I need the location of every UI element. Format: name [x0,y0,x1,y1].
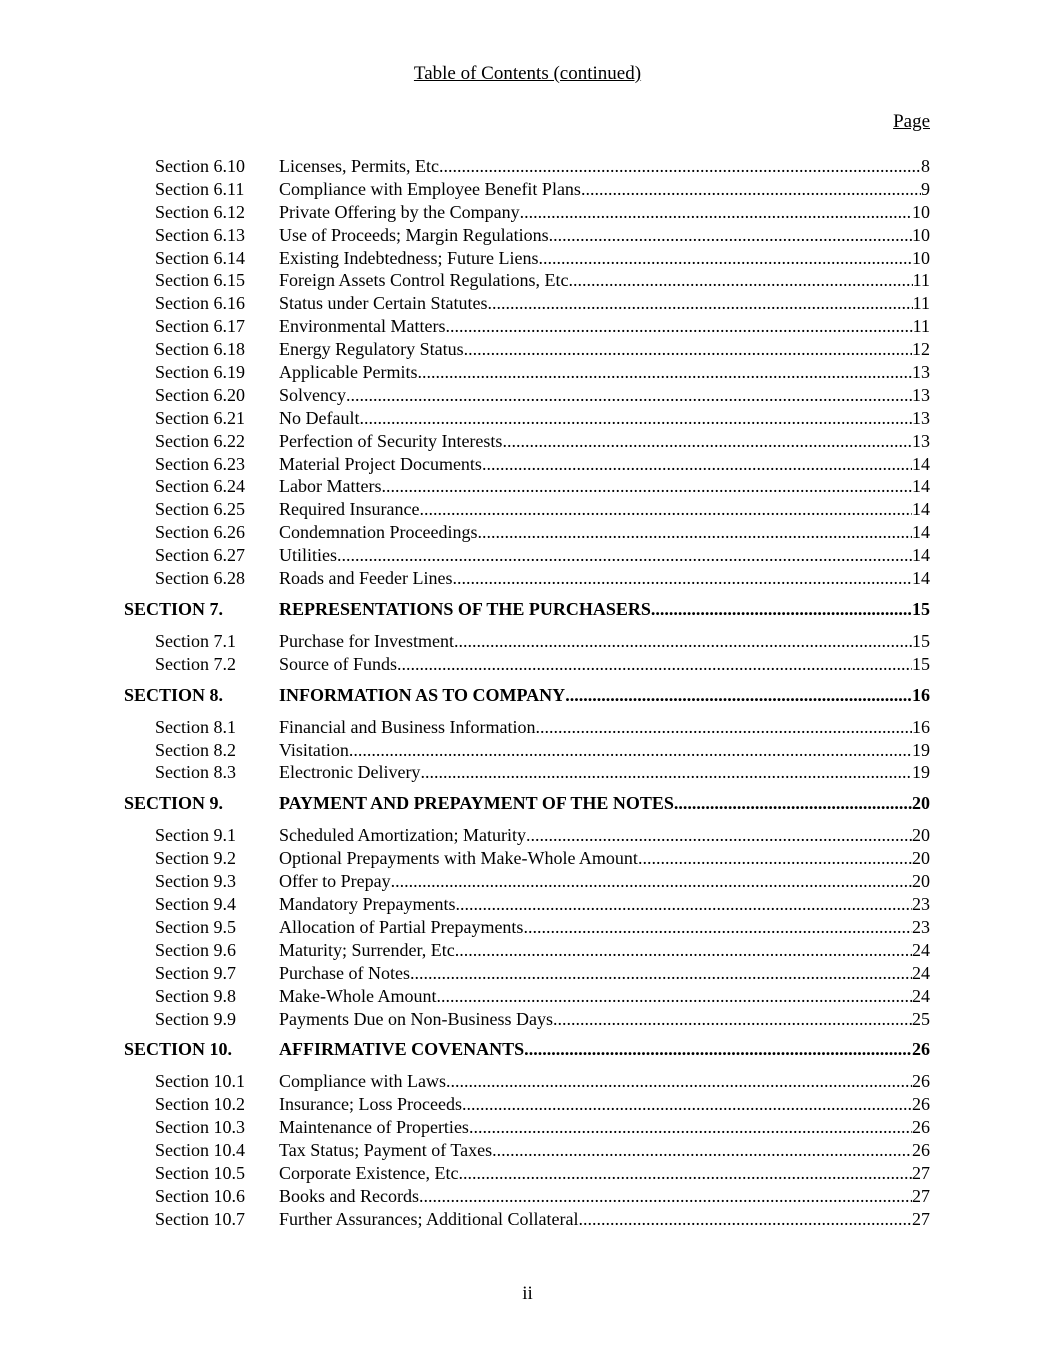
toc-title: AFFIRMATIVE COVENANTS. [279,1039,529,1060]
toc-title: Offer to Prepay [279,871,391,892]
toc-title: Corporate Existence, Etc [279,1162,459,1183]
toc-page-number: 27 [912,1185,930,1206]
toc-entry-body [279,498,930,521]
toc-section-number: Section 6.23 [155,453,245,474]
toc-entry [0,567,1055,590]
toc-entry-body [279,939,930,962]
toc-section-number: Section 6.24 [155,476,245,497]
toc-dot-leader [454,630,912,653]
toc-entry-body [279,430,930,453]
toc-section-number: Section 6.10 [155,156,245,176]
toc-entry [0,939,1055,962]
toc-page-number: 26 [912,1039,930,1060]
toc-entry-body [279,1093,930,1116]
toc-title: No Default [279,407,360,428]
toc-page-number: 14 [912,453,930,474]
toc-entry [0,361,1055,384]
toc-dot-leader [526,824,912,847]
toc-section-number: SECTION 7. [124,598,224,619]
toc-section-number: Section 10.2 [155,1094,245,1115]
toc-section-number: Section 6.28 [155,568,245,589]
toc-dot-leader [397,653,912,676]
toc-section-number: Section 9.8 [155,985,236,1006]
toc-title: Allocation of Partial Prepayments [279,916,524,937]
toc-entry-body [279,521,930,544]
toc-entry-body [279,761,930,784]
toc-dot-leader [439,155,921,178]
toc-entry-body [279,544,930,567]
toc-entry-body [279,475,930,498]
toc-entry-body [279,178,930,201]
toc-section-number: Section 9.5 [155,916,236,937]
toc-section-number: SECTION 8. [124,684,224,705]
page-column-label: Page [893,111,930,132]
toc-page-number: 26 [912,1117,930,1138]
toc-title: Mandatory Prepayments [279,894,456,915]
toc-page-number: 15 [912,653,930,674]
toc-dot-leader [678,791,912,815]
toc-dot-leader [464,338,912,361]
toc-title: Roads and Feeder Lines [279,568,453,589]
toc-page-number: 25 [912,1008,930,1029]
toc-title: Maturity; Surrender, Etc [279,939,455,960]
toc-page-number: 15 [912,630,930,651]
toc-entry [0,824,1055,847]
toc-page-number: 14 [912,499,930,520]
toc-title: Financial and Business Information [279,716,536,737]
toc-dot-leader [452,567,912,590]
toc-dot-leader [346,384,912,407]
toc-page-number: 23 [912,916,930,937]
toc-page-number: 13 [912,384,930,405]
toc-entry-body [279,269,930,292]
toc-title: Status under Certain Statutes [279,293,488,314]
toc-page-number: 14 [912,545,930,566]
toc-page-number: 9 [921,178,930,199]
toc-page-number: 10 [912,201,930,222]
page-title: Table of Contents (continued) [413,63,642,84]
toc-entry-body [279,791,930,815]
toc-section-number: Section 10.3 [155,1117,245,1138]
toc-entry [0,1139,1055,1162]
toc-page-number: 13 [912,407,930,428]
toc-title: Licenses, Permits, Etc [279,156,439,176]
toc-title: Condemnation Proceedings [279,522,478,543]
toc-entry-body [279,567,930,590]
toc-title: Utilities [279,545,337,566]
toc-section-number: Section 6.16 [155,293,245,314]
toc-page-number: 19 [912,762,930,783]
toc-entry-body [279,1070,930,1093]
toc-entry-body [279,916,930,939]
toc-entry [0,893,1055,916]
toc-entry [0,847,1055,870]
toc-section-number: Section 9.6 [155,939,236,960]
toc-entry-body [279,453,930,476]
toc-section-number: Section 7.1 [155,630,236,651]
toc-entry-body [279,1139,930,1162]
toc-entry [0,1208,1055,1231]
page-number: ii [522,1283,533,1304]
toc-section-number: Section 9.2 [155,848,236,869]
toc-dot-leader [445,315,912,338]
toc-dot-leader [487,292,912,315]
toc-title: Energy Regulatory Status [279,339,464,360]
toc-title: Labor Matters [279,476,382,497]
toc-page-number: 11 [912,316,930,337]
toc-entry [0,544,1055,567]
toc-dot-leader [410,962,912,985]
toc-dot-leader [391,870,912,893]
toc-section-number: Section 6.18 [155,339,245,360]
toc-entry-body [279,1208,930,1231]
toc-dot-leader [419,498,912,521]
toc-section-number: Section 6.17 [155,316,245,337]
toc-entry [0,739,1055,762]
toc-section-number: Section 6.21 [155,407,245,428]
toc-dot-leader [578,1208,912,1231]
toc-entry [0,384,1055,407]
toc-entry-body [279,597,930,621]
toc-section-number: Section 10.5 [155,1162,245,1183]
toc-title: Source of Funds [279,653,397,674]
toc-entry-body [279,653,930,676]
toc-dot-leader [569,269,913,292]
toc-section-number: SECTION 9. [124,793,224,814]
toc-page-number: 26 [912,1071,930,1092]
toc-title: Purchase for Investment [279,630,454,651]
toc-page-number: 10 [912,247,930,268]
toc-entry-body [279,824,930,847]
toc-section-number: Section 6.14 [155,247,245,268]
toc-dot-leader [458,1162,912,1185]
toc-page-number: 20 [912,871,930,892]
toc-title: Solvency [279,384,346,405]
toc-entry [0,653,1055,676]
toc-title: INFORMATION AS TO COMPANY [279,684,566,705]
toc-page-number: 24 [912,985,930,1006]
toc-section-number: Section 9.9 [155,1008,236,1029]
toc-page-number: 8 [921,156,930,176]
toc-entry-body [279,1037,930,1061]
toc-entry [0,630,1055,653]
toc-title: Use of Proceeds; Margin Regulations [279,224,549,245]
toc-dot-leader [523,916,912,939]
toc-title: Required Insurance [279,499,420,520]
toc-title: Insurance; Loss Proceeds [279,1094,462,1115]
toc-entry [0,224,1055,247]
toc-title: PAYMENT AND PREPAYMENT OF THE NOTES. [279,793,679,814]
toc-entry [0,1185,1055,1208]
toc-entry-body [279,716,930,739]
toc-section-number: Section 6.11 [155,178,245,199]
toc-section-number: Section 10.6 [155,1185,245,1206]
toc-title: Make-Whole Amount [279,985,437,1006]
toc-entry [0,407,1055,430]
toc-section-number: Section 8.3 [155,762,236,783]
toc-section-number: Section 8.1 [155,716,236,737]
toc-title: Scheduled Amortization; Maturity [279,825,526,846]
toc-section-heading [0,784,1055,824]
toc-title: Books and Records [279,1185,419,1206]
toc-entry-body [279,985,930,1008]
toc-entry-body [279,1185,930,1208]
toc-entry [0,985,1055,1008]
toc-title: Private Offering by the Company [279,201,520,222]
toc-entry-body [279,247,930,270]
toc-entry [0,716,1055,739]
toc-dot-leader [477,521,912,544]
toc-page-number: 13 [912,430,930,451]
toc-title: Perfection of Security Interests [279,430,503,451]
toc-entry [0,498,1055,521]
toc-title: Further Assurances; Additional Collateral [279,1208,579,1229]
toc-entry [0,1070,1055,1093]
toc-dot-leader [455,939,912,962]
toc-section-number: SECTION 10. [124,1039,233,1060]
toc-dot-leader [638,847,912,870]
toc-entry [0,338,1055,361]
toc-page-number: 14 [912,568,930,589]
toc-entry-body [279,155,930,178]
toc-page-number: 24 [912,939,930,960]
toc-entry-body [279,962,930,985]
toc-entry [0,292,1055,315]
toc-page-number: 19 [912,739,930,760]
toc-page-number: 16 [912,684,930,705]
toc-dot-leader [581,178,921,201]
toc-title: Environmental Matters [279,316,446,337]
toc-entry [0,247,1055,270]
toc-entry-body [279,1116,930,1139]
toc-dot-leader [419,1185,912,1208]
toc-entry-body [279,870,930,893]
toc-entry [0,521,1055,544]
toc-entry-body [279,1008,930,1031]
table-of-contents [0,155,1055,1231]
toc-page-number: 11 [912,270,930,291]
toc-dot-leader [417,361,912,384]
toc-entry [0,178,1055,201]
toc-dot-leader [436,985,912,1008]
toc-entry [0,430,1055,453]
toc-entry [0,1116,1055,1139]
toc-section-number: Section 7.2 [155,653,236,674]
toc-page-number: 15 [912,598,930,619]
toc-section-number: Section 10.7 [155,1208,245,1229]
toc-entry [0,453,1055,476]
toc-title: Maintenance of Properties [279,1117,469,1138]
toc-title: Existing Indebtedness; Future Liens [279,247,539,268]
toc-dot-leader [651,597,912,621]
toc-entry [0,475,1055,498]
toc-page-number: 11 [912,293,930,314]
toc-title: Foreign Assets Control Regulations, Etc [279,270,569,291]
toc-page-number: 20 [912,848,930,869]
toc-section-number: Section 8.2 [155,739,236,760]
toc-entry-body [279,1162,930,1185]
toc-entry [0,155,1055,178]
toc-section-number: Section 6.13 [155,224,245,245]
toc-entry-body [279,407,930,430]
toc-entry [0,201,1055,224]
toc-title: Purchase of Notes [279,962,410,983]
toc-dot-leader [549,224,912,247]
toc-entry-body [279,292,930,315]
toc-section-number: Section 6.15 [155,270,245,291]
toc-entry-body [279,893,930,916]
toc-page-number: 24 [912,962,930,983]
toc-section-number: Section 9.1 [155,825,236,846]
toc-page-number: 12 [912,339,930,360]
toc-page-number: 16 [912,716,930,737]
toc-section-number: Section 9.3 [155,871,236,892]
toc-title: Payments Due on Non-Business Days [279,1008,553,1029]
toc-dot-leader [520,201,912,224]
toc-title: REPRESENTATIONS OF THE PURCHASERS [279,598,651,619]
toc-section-number: Section 6.19 [155,362,245,383]
toc-dot-leader [538,247,912,270]
toc-entry-body [279,201,930,224]
toc-entry [0,315,1055,338]
toc-entry-body [279,361,930,384]
toc-entry-body [279,224,930,247]
toc-dot-leader [502,430,912,453]
toc-entry [0,1162,1055,1185]
toc-section-number: Section 6.27 [155,545,245,566]
toc-title: Electronic Delivery [279,762,421,783]
toc-title: Tax Status; Payment of Taxes [279,1140,493,1161]
toc-section-heading [0,1030,1055,1070]
toc-entry-body [279,338,930,361]
toc-dot-leader [337,544,912,567]
toc-section-number: Section 6.12 [155,201,245,222]
toc-dot-leader [565,683,912,707]
toc-section-number: Section 9.4 [155,894,236,915]
toc-entry-body [279,683,930,707]
toc-page-number: 27 [912,1208,930,1229]
toc-page-number: 20 [912,825,930,846]
toc-dot-leader [420,761,912,784]
toc-page-number: 13 [912,362,930,383]
toc-entry-body [279,315,930,338]
toc-entry [0,870,1055,893]
toc-title: Material Project Documents [279,453,482,474]
toc-title: Visitation [279,739,349,760]
toc-entry [0,269,1055,292]
toc-dot-leader [359,407,912,430]
toc-section-number: Section 6.26 [155,522,245,543]
toc-section-heading [0,676,1055,716]
toc-section-number: Section 9.7 [155,962,236,983]
toc-page-number: 10 [912,224,930,245]
toc-dot-leader [455,893,912,916]
toc-dot-leader [529,1037,912,1061]
toc-entry-body [279,630,930,653]
toc-dot-leader [469,1116,912,1139]
toc-title: Optional Prepayments with Make-Whole Amount [279,848,638,869]
toc-entry [0,916,1055,939]
toc-dot-leader [482,453,912,476]
toc-entry-body [279,847,930,870]
toc-title: Compliance with Employee Benefit Plans [279,178,581,199]
toc-page-number: 14 [912,476,930,497]
toc-page-number: 27 [912,1162,930,1183]
toc-entry [0,1008,1055,1031]
toc-dot-leader [349,739,912,762]
toc-page-number: 23 [912,894,930,915]
toc-dot-leader [553,1008,912,1031]
toc-dot-leader [462,1093,912,1116]
toc-title: Applicable Permits [279,362,418,383]
toc-dot-leader [535,716,912,739]
toc-section-number: Section 10.4 [155,1140,245,1161]
toc-dot-leader [446,1070,912,1093]
toc-dot-leader [492,1139,912,1162]
toc-entry [0,962,1055,985]
toc-dot-leader [381,475,912,498]
toc-entry [0,1093,1055,1116]
toc-entry [0,761,1055,784]
toc-section-number: Section 6.22 [155,430,245,451]
toc-page-number: 26 [912,1094,930,1115]
toc-page-number: 20 [912,793,930,814]
toc-page-number: 26 [912,1140,930,1161]
toc-section-heading [0,590,1055,630]
toc-title: Compliance with Laws [279,1071,446,1092]
toc-entry-body [279,739,930,762]
toc-entry-body [279,384,930,407]
toc-section-number: Section 6.20 [155,384,245,405]
toc-section-number: Section 6.25 [155,499,245,520]
toc-section-number: Section 10.1 [155,1071,245,1092]
toc-page-number: 14 [912,522,930,543]
